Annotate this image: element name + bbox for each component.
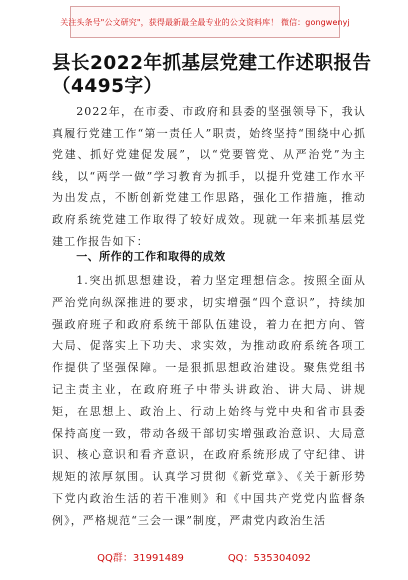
promo-banner-text: 关注头条号"公文研究"，获得最新最全最专业的公文资料库！ 微信：gongwenyj (60, 17, 350, 27)
document-title (52, 52, 372, 98)
title-line-2: （4495字） (52, 76, 163, 97)
section-body (52, 270, 366, 538)
promo-banner (60, 6, 350, 38)
intro-paragraph: 2022年，在市委、市政府和县委的坚强领导下，我认真履行党建工作“第一责任人”职责，始终坚持“围绕中心抓党建、抓好党建促发展”，以“党要管党、从严治党”为主线，以“两学一做”学习教育为抓手，以提升党建工作水平为出发点，不断创新党建工作思路，强化工作措施，推动政府系统党建工作取得了较好成效。现就一年来抓基层党建工作报告如下： (52, 105, 366, 248)
footer-qq-group: QQ群：31991489 (97, 553, 184, 564)
footer-qq: QQ：535304092 (227, 553, 311, 564)
section-paragraph: 1.突出抓思想建设，着力坚定理想信念。按照全面从严治党向纵深推进的要求，切实增强“四个意识”，持续加强政府班子和政府系统干部队伍建设，着力在把方向、管大局、促落实上下功夫、求实效，为推动政府系统各项工作提供了坚强保障。一是狠抓思想政治建设。聚焦党组书记主责主业，在政府班子中带头讲政治、讲大局、讲规矩，在思想上、政治上、行动上始终与党中央和省市县委保持高度一致，带动各级干部切实增强政治意识、大局意识、核心意识和看齐意识，在政府系统形成了守纪律、讲规矩的浓厚氛围。认真学习贯彻《新党章》、《关于新形势下党内政治生活的若干准则》和《中国共产党党内监督条例》，严格规范“三会一课”制度，严肃党内政治生活 (52, 274, 366, 527)
title-line-1: 县长2022年抓基层党建工作述职报告 (52, 53, 372, 74)
intro-section (52, 101, 366, 252)
section-heading: 一、所作的工作和取得的成效 (76, 250, 226, 263)
footer-contact (0, 548, 408, 570)
